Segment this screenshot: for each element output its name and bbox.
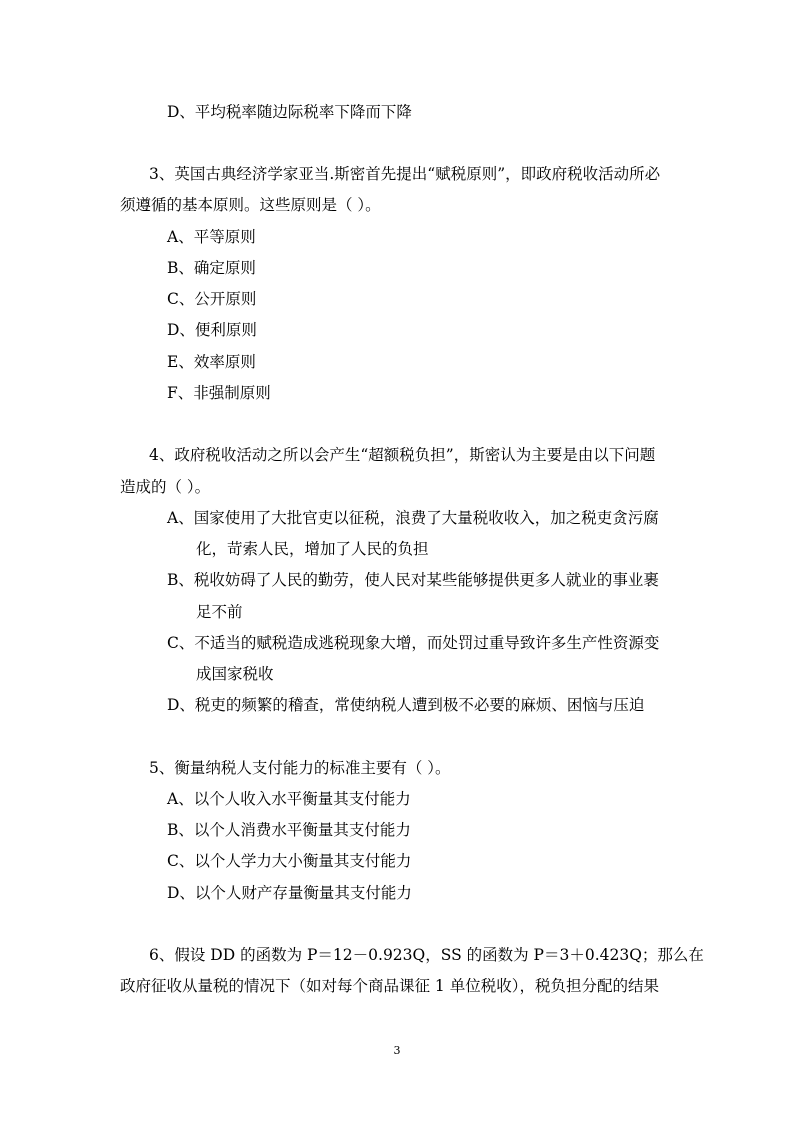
q4-option-a-line-2: 化，苛索人民，增加了人民的负担 bbox=[196, 540, 429, 558]
q3-stem-line-2: 须遵循的基本原则。这些原则是（ ）。 bbox=[120, 196, 381, 214]
q3-option-b: B、确定原则 bbox=[167, 259, 256, 277]
q3-stem-line-1: 3、英国古典经济学家亚当.斯密首先提出“赋税原则”，即政府税收活动所必 bbox=[149, 165, 661, 183]
q6-stem-line-2: 政府征收从量税的情况下（如对每个商品课征 1 单位税收），税负担分配的结果 bbox=[120, 977, 659, 995]
q3-option-e: E、效率原则 bbox=[167, 353, 256, 371]
q4-option-d: D、税吏的频繁的稽查，常使纳税人遭到极不必要的麻烦、困恼与压迫 bbox=[167, 696, 645, 714]
q4-stem-line-2: 造成的（ ）。 bbox=[120, 478, 211, 496]
q3-option-f: F、非强制原则 bbox=[167, 384, 271, 402]
q5-option-c: C、以个人学力大小衡量其支付能力 bbox=[167, 852, 412, 870]
q5-option-a: A、以个人收入水平衡量其支付能力 bbox=[167, 790, 411, 808]
q3-option-c: C、公开原则 bbox=[167, 290, 257, 308]
q2-option-d: D、平均税率随边际税率下降而下降 bbox=[167, 103, 412, 121]
page-number: 3 bbox=[393, 1044, 401, 1057]
q5-option-b: B、以个人消费水平衡量其支付能力 bbox=[167, 821, 411, 839]
q4-option-b-line-1: B、税收妨碍了人民的勤劳，使人民对某些能够提供更多人就业的事业裹 bbox=[167, 571, 659, 589]
q5-option-d: D、以个人财产存量衡量其支付能力 bbox=[167, 884, 412, 902]
q4-option-c-line-1: C、不适当的赋税造成逃税现象大增，而处罚过重导致许多生产性资源变 bbox=[167, 634, 660, 652]
q3-option-d: D、便利原则 bbox=[167, 321, 257, 339]
q6-stem-line-1: 6、假设 DD 的函数为 P＝12－0.923Q，SS 的函数为 P＝3＋0.423Q；那么在 bbox=[149, 946, 704, 964]
q4-option-a-line-1: A、国家使用了大批官吏以征税，浪费了大量税收收入，加之税吏贪污腐 bbox=[167, 509, 659, 527]
q3-option-a: A、平等原则 bbox=[167, 228, 256, 246]
q5-stem: 5、衡量纳税人支付能力的标准主要有（ ）。 bbox=[149, 759, 451, 777]
q4-option-b-line-2: 足不前 bbox=[196, 603, 243, 621]
q4-stem-line-1: 4、政府税收活动之所以会产生“超额税负担”，斯密认为主要是由以下问题 bbox=[149, 446, 656, 464]
q4-option-c-line-2: 成国家税收 bbox=[196, 665, 274, 683]
